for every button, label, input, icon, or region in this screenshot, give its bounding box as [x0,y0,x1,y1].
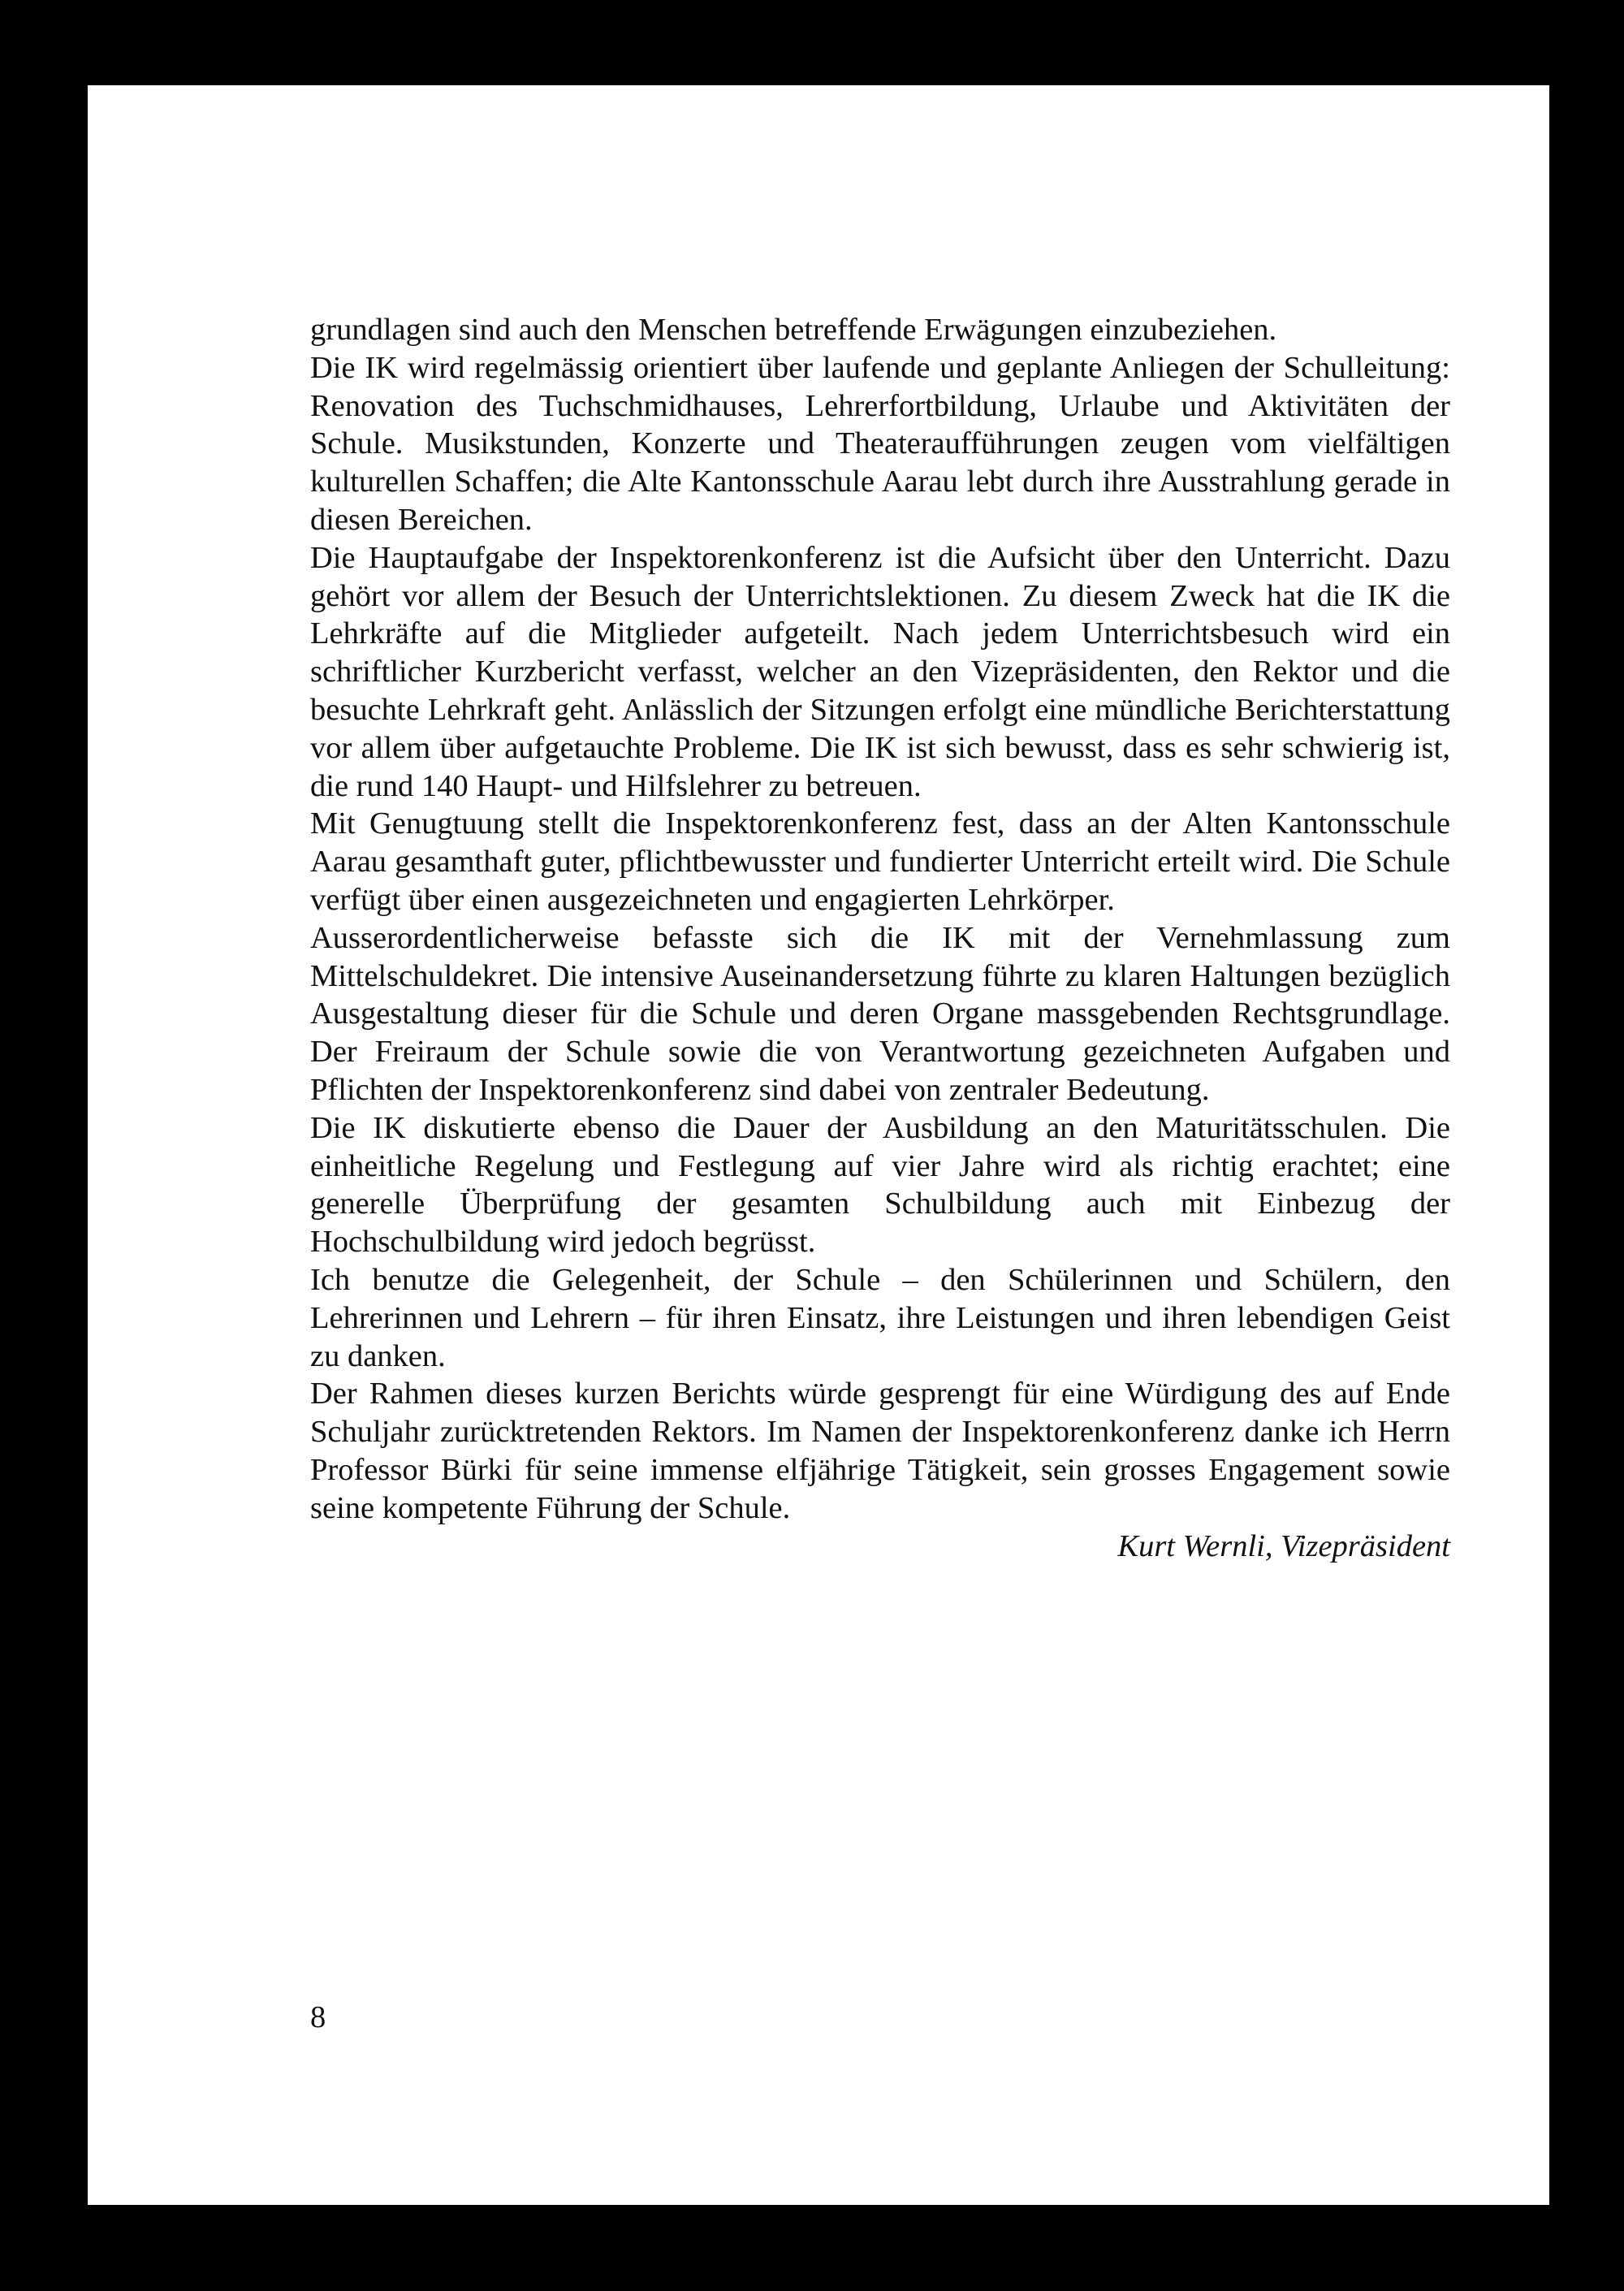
paragraph-6: Die IK diskutierte ebenso die Dauer der Ausbildung an den Maturitätsschulen. Die einheitliche Regelung und Festlegung auf vier Jahre wird als richtig erachtet; eine generelle Überprüfung der gesamten Schulbildung auch mit Einbezug der Hochschulbildung wird jedoch begrüsst. [310,1110,1450,1260]
signature: Kurt Wernli, Vizepräsident [1117,1528,1450,1563]
paragraph-3: Die Hauptaufgabe der Inspektorenkonferenz ist die Aufsicht über den Unterricht. Dazu gehört vor allem der Besuch der Unterrichtslektionen. Zu diesem Zweck hat die IK die Lehrkräfte auf die Mitglieder aufgeteilt. Nach jedem Unterrichtsbesuch wird ein schriftlicher Kurzbericht verfasst, welcher an den Vizepräsidenten, den Rektor und die besuchte Lehrkraft geht. Anlässlich der Sitzungen erfolgt eine mündliche Berichterstattung vor allem über aufgetauchte Probleme. Die IK ist sich bewusst, dass es sehr schwierig ist, die rund 140 Haupt- und Hilfslehrer zu betreuen. [310,540,1450,803]
paragraph-2: Die IK wird regelmässig orientiert über laufende und geplante Anliegen der Schulleitung: Renovation des Tuchschmidhauses, Lehrerfortbildung, Urlaube und Aktivitäten der Schule. Musikstunden, Konzerte und Theateraufführungen zeugen vom vielfältigen kulturellen Schaffen; die Alte Kantonsschule Aarau lebt durch ihre Ausstrahlung gerade in diesen Bereichen. [310,350,1450,537]
paragraph-7: Ich benutze die Gelegenheit, der Schule – den Schülerinnen und Schülern, den Lehrerinnen und Lehrern – für ihren Einsatz, ihre Leistungen und ihren lebendigen Geist zu danken. [310,1262,1450,1373]
paragraph-1: grundlagen sind auch den Menschen betreffende Erwägungen einzubeziehen. [310,313,1277,347]
page-number: 8 [310,2000,326,2034]
paragraph-4: Mit Genugtuung stellt die Inspektorenkonferenz fest, dass an der Alten Kantonsschule Aarau gesamthaft guter, pflichtbewusster und fundierter Unterricht erteilt wird. Die Schule verfügt über einen ausgezeichneten und engagierten Lehrkörper. [310,806,1450,917]
body-text [310,311,1450,1565]
paragraph-8: Der Rahmen dieses kurzen Berichts würde gesprengt für eine Würdigung des auf Ende Schuljahr zurücktretenden Rektors. Im Namen der Inspektorenkonferenz danke ich Herrn Professor Bürki für seine immense elfjährige Tätigkeit, sein grosses Engagement sowie seine kompetente Führung der Schule. [310,1377,1450,1525]
page-sheet [88,85,1549,2205]
paragraph-5: Ausserordentlicherweise befasste sich die IK mit der Vernehmlassung zum Mittelschuldekret. Die intensive Auseinandersetzung führte zu klaren Haltungen bezüglich Ausgestaltung dieser für die Schule und deren Organe massgebenden Rechtsgrundlage. Der Freiraum der Schule sowie die von Verantwortung gezeichneten Aufgaben und Pflichten der Inspektorenkonferenz sind dabei von zentraler Bedeutung. [310,920,1450,1107]
